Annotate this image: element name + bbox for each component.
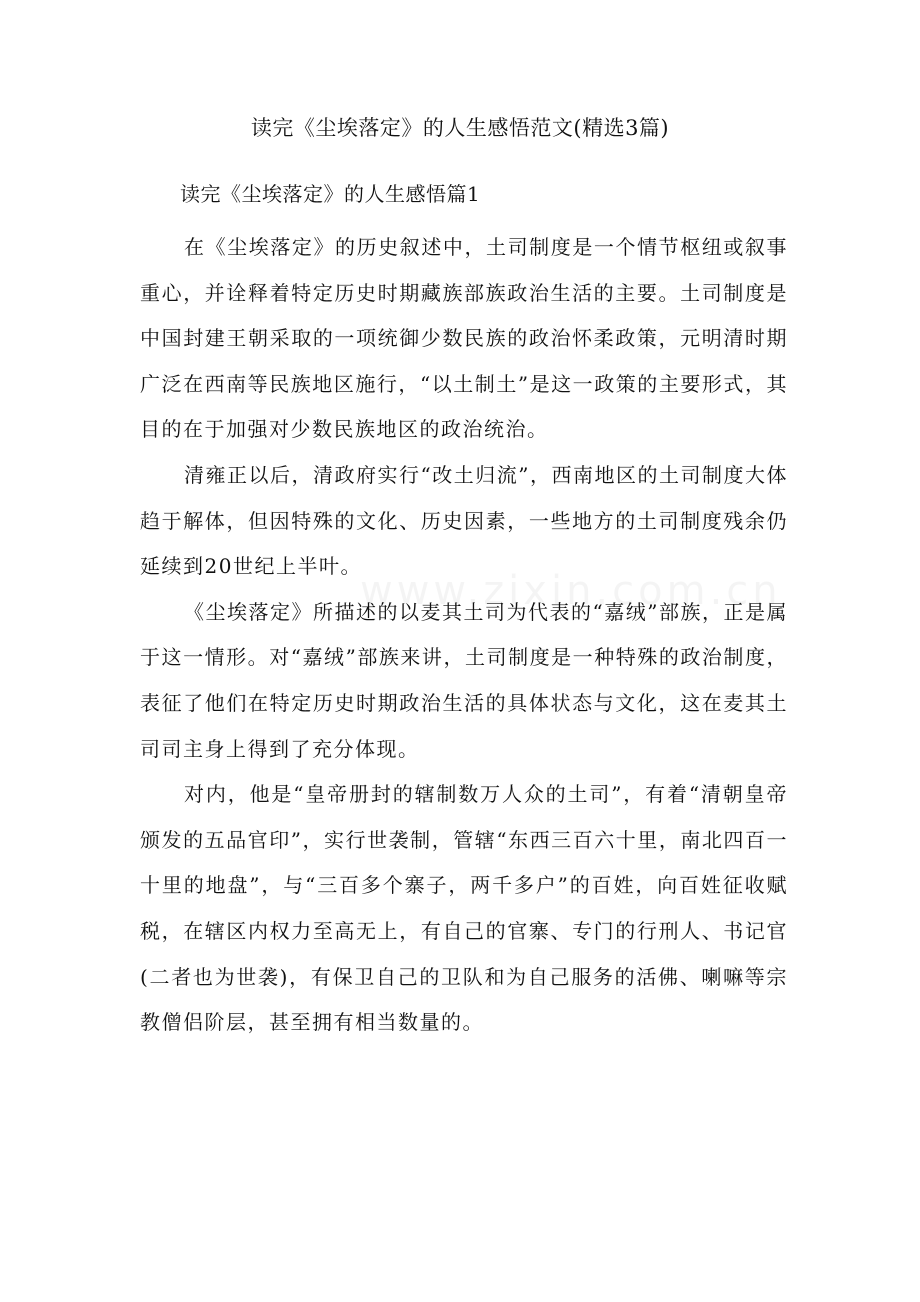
- paragraph-3: 《尘埃落定》所描述的以麦其土司为代表的“嘉绒”部族，正是属于这一情形。对“嘉绒”部族来讲，土司制度是一种特殊的政治制度，表征了他们在特定历史时期政治生活的具体状态与文化，这在麦其土司司主身上得到了充分体现。: [140, 599, 788, 761]
- document-body: [140, 172, 788, 1046]
- paragraph-4: 对内，他是“皇帝册封的辖制数万人众的土司”，有着“清朝皇帝颁发的五品官印”，实行世袭制，管辖“东西三百六十里，南北四百一十里的地盘”，与“三百多个寨子，两千多户”的百姓，向百姓征收赋税，在辖区内权力至高无上，有自己的官寨、专门的行刑人、书记官(二者也为世袭)，有保卫自己的卫队和为自己服务的活佛、喇嘛等宗教僧侣阶层，甚至拥有相当数量的。: [140, 782, 788, 1035]
- document-title: 读完《尘埃落定》的人生感悟范文(精选3篇): [250, 116, 670, 140]
- paragraph-2: 清雍正以后，清政府实行“改土归流”，西南地区的土司制度大体趋于解体，但因特殊的文化、历史因素，一些地方的土司制度残余仍延续到20世纪上半叶。: [140, 462, 788, 579]
- section-heading: 读完《尘埃落定》的人生感悟篇1: [180, 182, 481, 206]
- paragraph-1: 在《尘埃落定》的历史叙述中，土司制度是一个情节枢纽或叙事重心，并诠释着特定历史时期藏族部族政治生活的主要。土司制度是中国封建王朝采取的一项统御少数民族的政治怀柔政策，元明清时期广泛在西南等民族地区施行，“以土制土”是这一政策的主要形式，其目的在于加强对少数民族地区的政治统治。: [140, 235, 788, 442]
